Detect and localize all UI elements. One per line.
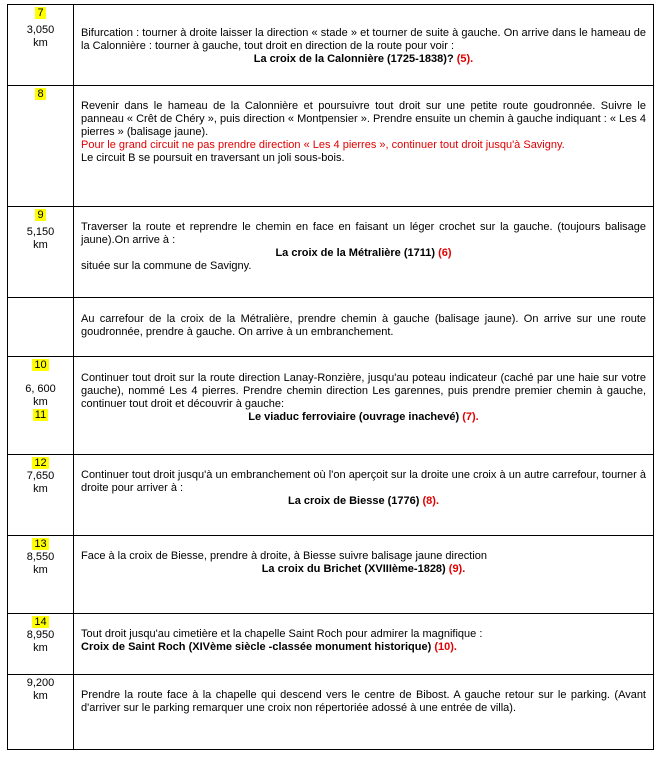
landmark-ref: (9).: [448, 563, 466, 575]
table-row: [8, 298, 653, 357]
description-cell: [74, 614, 653, 674]
description-cell: [74, 357, 653, 454]
description-cell: [74, 536, 653, 613]
landmark-line: [81, 641, 646, 654]
description-cell: [74, 455, 653, 535]
table-row: [8, 5, 653, 86]
distance-unit: km: [33, 239, 48, 251]
description-text: Tout droit jusqu'au cimetière et la chapelle Saint Roch pour admirer la magnifique :: [81, 628, 483, 640]
landmark-line: [81, 563, 646, 576]
distance-unit: km: [33, 642, 48, 654]
table-row: [8, 536, 653, 614]
step-cell: [8, 614, 74, 674]
description-text: Bifurcation : tourner à droite laisser la direction « stade » et tourner de suite à gauche. On arrive dans le hameau de la Calonnière : tourner à gauche, tout droit en direction de la route pour voir :: [81, 27, 646, 52]
distance: 9,200: [26, 677, 55, 689]
step-number: 14: [34, 616, 47, 628]
landmark-name: La croix de Biesse (1776): [287, 495, 420, 507]
table-row: [8, 614, 653, 675]
table-row: [8, 86, 653, 207]
landmark-line: [81, 411, 646, 424]
step-cell: [8, 86, 74, 206]
landmark-name: Croix de Saint Roch (XIVème siècle -classée monument historique): [81, 641, 432, 653]
table-row: [8, 207, 653, 298]
step-cell: [8, 536, 74, 613]
description-cell: [74, 675, 653, 749]
landmark-name: La croix de la Calonnière (1725-1838)?: [253, 53, 454, 65]
landmark-ref: (7).: [462, 411, 479, 423]
landmark-ref: (6): [438, 247, 452, 259]
step-number-2: 11: [34, 409, 47, 421]
step-number: 7: [37, 7, 44, 19]
step-number: 13: [34, 538, 47, 550]
distance: 8,550: [26, 551, 55, 563]
distance-unit: km: [33, 37, 48, 49]
step-cell: [8, 357, 74, 454]
landmark-ref: (5).: [456, 53, 474, 65]
description-text: Au carrefour de la croix de la Métralière, prendre chemin à gauche (balisage jaune). On arrive sur une route goudronnée, prendre à gauche. On arrive à un embranchement.: [81, 313, 646, 338]
distance-unit: km: [33, 690, 48, 702]
distance: 7,650: [26, 470, 55, 482]
landmark-ref: (8).: [422, 495, 440, 507]
step-cell: [8, 207, 74, 297]
itinerary-table: [7, 4, 654, 750]
description-text: Prendre la route face à la chapelle qui descend vers le centre de Bibost. A gauche retour sur le parking. (Avant d'arriver sur le parking remarquer une croix non répertoriée adossé à une entrée de villa).: [81, 689, 646, 714]
landmark-name: La croix de la Métralière (1711): [275, 247, 436, 259]
distance: 3,050: [26, 24, 55, 36]
landmark-line: [81, 53, 646, 66]
step-number: 10: [34, 359, 47, 371]
description-text-2: située sur la commune de Savigny.: [81, 260, 252, 272]
description-text: Revenir dans le hameau de la Calonnière et poursuivre tout droit sur une petite route goudronnée. Suivre le panneau « Crêt de Chéry », puis direction « Montpensier ». Prendre ensuite un chemin à gauche indiquant : « Les 4 pierres » (balisage jaune).: [81, 100, 646, 138]
distance: 5,150: [26, 226, 55, 238]
distance: 6, 600: [25, 383, 56, 395]
landmark-line: [81, 247, 646, 260]
description-cell: [74, 5, 653, 85]
table-row: [8, 675, 653, 749]
description-text: Continuer tout droit jusqu'à un embranchement où l'on aperçoit sur la droite une croix à un autre carrefour, tourner à droite pour arriver à :: [81, 469, 646, 494]
description-cell: [74, 298, 653, 356]
table-row: [8, 455, 653, 536]
description-text-red: Pour le grand circuit ne pas prendre direction « Les 4 pierres », continuer tout droit jusqu'à Savigny.: [81, 139, 565, 151]
description-cell: [74, 86, 653, 206]
distance-unit: km: [33, 564, 48, 576]
landmark-name: Le viaduc ferroviaire (ouvrage inachevé): [248, 411, 460, 423]
step-cell: [8, 455, 74, 535]
distance-unit: km: [33, 483, 48, 495]
description-text: Continuer tout droit sur la route direction Lanay-Ronzière, jusqu'au poteau indicateur (caché par une haie sur votre gauche), nommé Les 4 pierres. Prendre chemin direction Les garennes, puis prendre premier chemin à gauche, continuer tout droit et découvrir à gauche:: [81, 372, 646, 410]
step-cell: [8, 675, 74, 749]
landmark-name: La croix du Brichet (XVIIIème-1828): [261, 563, 446, 575]
description-text: Face à la croix de Biesse, prendre à droite, à Biesse suivre balisage jaune direction: [81, 550, 488, 562]
step-number: 12: [34, 457, 47, 469]
description-text-2: Le circuit B se poursuit en traversant un joli sous-bois.: [81, 152, 345, 164]
landmark-ref: (10).: [434, 641, 457, 653]
distance: 8,950: [26, 629, 55, 641]
step-cell: [8, 5, 74, 85]
step-number: 8: [37, 88, 44, 100]
description-text: Traverser la route et reprendre le chemin en face en faisant un léger crochet sur la gauche. (toujours balisage jaune).On arrive à :: [81, 221, 646, 246]
table-row: [8, 357, 653, 455]
step-cell: [8, 298, 74, 356]
landmark-line: [81, 495, 646, 508]
description-cell: [74, 207, 653, 297]
step-number: 9: [37, 209, 44, 221]
distance-unit: km: [33, 396, 48, 408]
